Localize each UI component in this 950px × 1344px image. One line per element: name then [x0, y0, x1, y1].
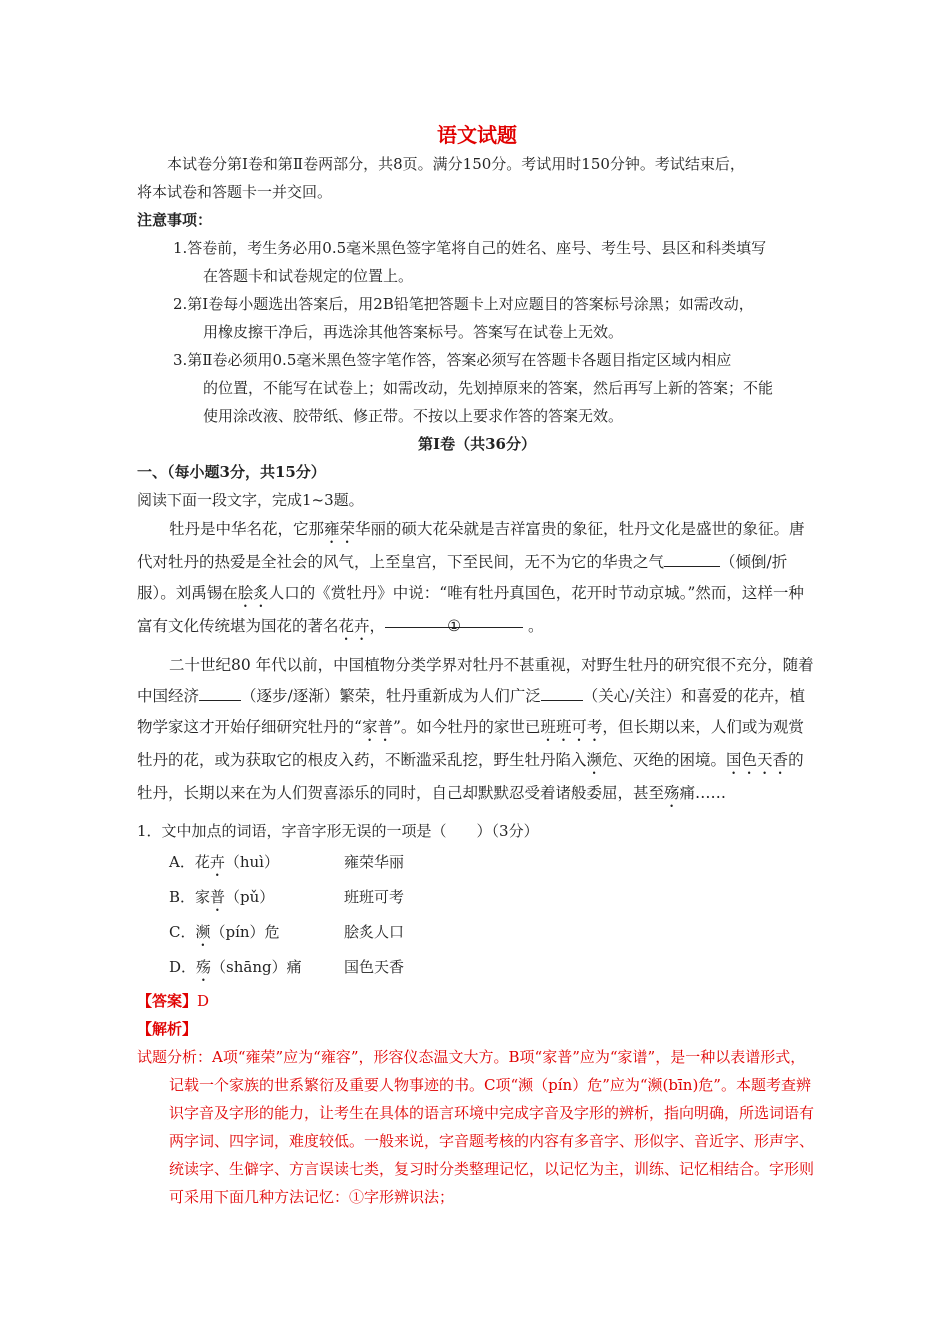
answer-value: D	[197, 992, 210, 1010]
passage-paragraph-1: 牡丹是中华名花，它那雍荣华丽的硕大花朵就是吉祥富贵的象征，牡丹文化是盛世的象征。唐代对牡丹的热爱是全社会的风气，上至皇宫，下至民间，无不为它的华贵之气 （倾倒/折服）。刘禹锡在脍炙人口的《赏牡丹》中说：“唯有牡丹真国色，花开时节动京城。”然而，这样一种富有文化传统堪为国花的著名花卉， ① 。	[137, 520, 805, 635]
intro-line-2: 将本试卷和答题卡一并交回。	[137, 183, 333, 201]
option-d[interactable]: D．殇（shāng）痛 国色天香	[169, 958, 405, 976]
dotted-word: 雍荣	[324, 520, 356, 538]
dotted-word: 班班可考	[540, 718, 603, 736]
section-heading: 第Ⅰ卷（共36分）	[418, 435, 536, 453]
dotted-word: 家普	[361, 718, 393, 736]
dotted-word: 国色天香	[726, 751, 789, 769]
reading-instruction: 阅读下面一段文字，完成1~3题。	[137, 491, 364, 509]
answer-line	[137, 987, 817, 1015]
option-a[interactable]: A．花卉（huì） 雍荣华丽	[169, 853, 405, 871]
fill-blank	[664, 550, 720, 567]
analysis-text: 试题分析：A项“雍荣”应为“雍容”，形容仪态温文大方。B项“家普”应为“家谱”，是一种以表谱形式，记载一个家族的世系繁衍及重要人物事迹的书。C项“濒（pín）危”应为“濒(bīn)危”。本题考查辨识字音及字形的能力，让考生在具体的语言环境中完成字音及字形的辨析，指向明确，所选词语有两字词、四字词，难度较低。一般来说，字音题考核的内容有多音字、形似字、音近字、形声字、统读字、生僻字、方言误读七类，复习时分类整理记忆，以记忆为主，训练、记忆相结合。字形则可采用下面几种方法记忆：①字形辨识法；	[137, 1048, 815, 1206]
question-stem: 1．文中加点的词语，字音字形无误的一项是（ ）（3分）	[137, 822, 539, 840]
dotted-word: 濒	[586, 751, 603, 769]
fill-blank-1: ①	[385, 611, 523, 628]
option-b[interactable]: B．家普（pǔ） 班班可考	[169, 888, 405, 906]
part-heading: 一、（每小题3分，共15分）	[137, 463, 326, 481]
fill-blank	[541, 684, 583, 701]
intro-line-1: 本试卷分第Ⅰ卷和第Ⅱ卷两部分，共8页。满分150分。考试用时150分钟。考试结束后，	[167, 155, 745, 173]
page-title: 语文试题	[437, 123, 517, 147]
notice-item-3: 3.第Ⅱ卷必须用0.5毫米黑色签字笔作答，答案必须写在答题卡各题目指定区域内相应 的位置，不能写在试卷上；如需改动，先划掉原来的答案，然后再写上新的答案；不能 使用涂改液、胶带纸、修正带。不按以上要求作答的答案无效。	[173, 351, 774, 425]
exam-page	[137, 120, 817, 1211]
option-c[interactable]: C．濒（pín）危 脍炙人口	[169, 923, 405, 941]
notice-heading: 注意事项：	[137, 211, 213, 229]
dotted-word: 脍炙	[237, 584, 269, 602]
passage-paragraph-2: 二十世纪80 年代以前，中国植物分类学界对牡丹不甚重视，对野生牡丹的研究很不充分，随着中国经济 （逐步/逐渐）繁荣，牡丹重新成为人们广泛 （关心/关注）和喜爱的花卉，植物学家这才开始仔细研究牡丹的“家普”。如今牡丹的家世已班班可考，但长期以来，人们或为观赏牡丹的花，或为获取它的根皮入药，不断滥采乱挖，野生牡丹陷入濒危、灭绝的困境。国色天香的牡丹，长期以来在为人们贺喜添乐的同时，自己却默默忍受着诸般委屈，甚至殇痛……	[137, 656, 814, 802]
analysis-label: 【解析】	[137, 1020, 198, 1038]
notice-item-2: 2.第Ⅰ卷每小题选出答案后，用2B铅笔把答题卡上对应题目的答案标号涂黑；如需改动， 用橡皮擦干净后，再选涂其他答案标号。答案写在试卷上无效。	[173, 295, 754, 341]
answer-label: 【答案】	[137, 992, 198, 1010]
notice-item-1: 1.答卷前，考生务必用0.5毫米黑色签字笔将自己的姓名、座号、考生号、县区和科类填写 在答题卡和试卷规定的位置上。	[173, 239, 767, 285]
dotted-word: 殇	[664, 784, 680, 802]
dotted-word: 花卉	[338, 617, 370, 635]
fill-blank	[199, 684, 241, 701]
